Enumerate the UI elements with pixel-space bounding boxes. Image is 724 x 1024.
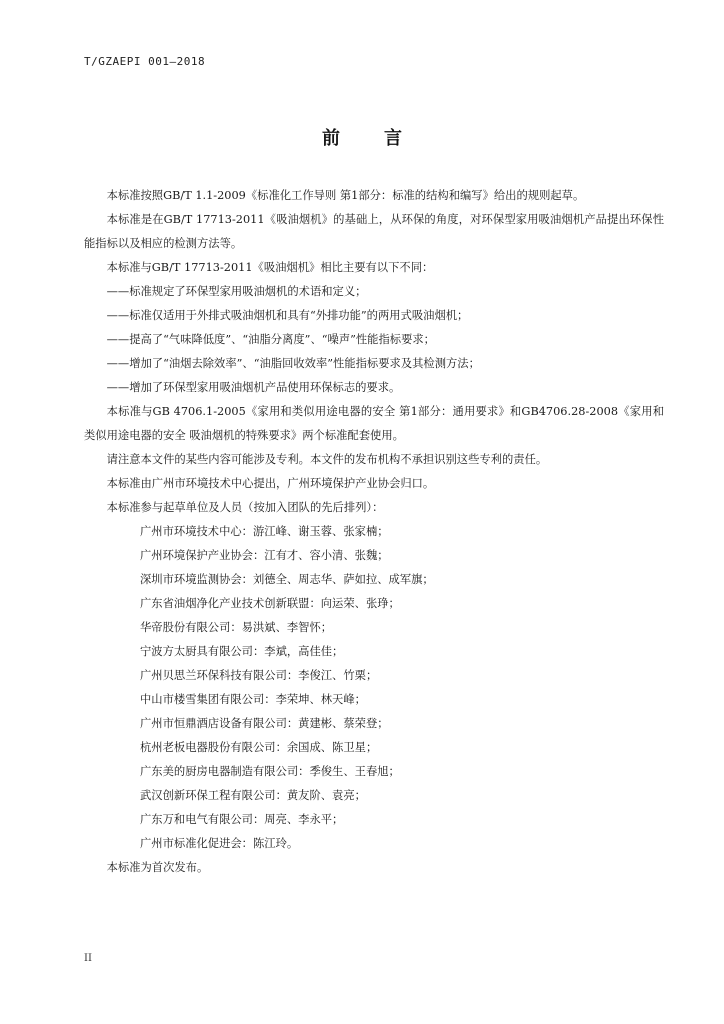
drafter-item: 武汉创新环保工程有限公司：黄友阶、袁亮；: [140, 789, 366, 802]
drafter-item: 宁波方太厨具有限公司：李斌，高佳佳；: [140, 645, 344, 658]
change-item: ——提高了“气味降低度”、“油脂分离度”、“噪声”性能指标要求；: [106, 333, 435, 346]
drafter-item: 广州贝思兰环保科技有限公司：李俊江、竹栗；: [140, 669, 378, 682]
drafter-item: 广州市环境技术中心：游江峰、谢玉蓉、张家楠；: [140, 525, 389, 538]
change-item: ——标准规定了环保型家用吸油烟机的术语和定义；: [106, 285, 367, 298]
page-number: II: [84, 953, 92, 964]
drafter-item: 杭州老板电器股份有限公司：余国成、陈卫星；: [140, 741, 378, 754]
drafter-item: 广东省油烟净化产业技术创新联盟：向运荣、张琤；: [140, 597, 400, 610]
drafter-item: 广州市恒鼎酒店设备有限公司：黄建彬、蔡荣登；: [140, 717, 389, 730]
page-title: 前言: [322, 128, 446, 149]
change-item: ——增加了“油烟去除效率”、“油脂回收效率”性能指标要求及其检测方法；: [106, 357, 480, 370]
paragraph-drafters-intro: 本标准参与起草单位及人员（按加入团队的先后排列）：: [106, 501, 384, 514]
standard-code: T/GZAEPI 001—2018: [84, 55, 206, 68]
paragraph-differences-intro: 本标准与GB/T 17713-2011《吸油烟机》相比主要有以下不同：: [106, 261, 434, 274]
change-item: ——增加了环保型家用吸油烟机产品使用环保标志的要求。: [106, 381, 401, 394]
drafter-item: 广州环境保护产业协会：江有才、容小清、张魏；: [140, 549, 389, 562]
paragraph-patent-notice: 请注意本文件的某些内容可能涉及专利。本文件的发布机构不承担识别这些专利的责任。: [106, 453, 548, 466]
drafter-item: 华帝股份有限公司：易洪斌、李智怀；: [140, 621, 333, 634]
paragraph-proposer: 本标准由广州市环境技术中心提出，广州环境保护产业协会归口。: [106, 477, 435, 490]
document-body: [84, 184, 664, 880]
change-item: ——标准仅适用于外排式吸油烟机和具有“外排功能”的两用式吸油烟机；: [106, 309, 469, 322]
drafter-item: 广东美的厨房电器制造有限公司：季俊生、王春旭；: [140, 765, 400, 778]
drafter-item: 中山市楼雪集团有限公司：李荣坤、林天峰；: [140, 693, 366, 706]
paragraph-first-release: 本标准为首次发布。: [106, 861, 209, 874]
paragraph-basis: 本标准是在GB/T 17713-2011《吸油烟机》的基础上，从环保的角度，对环保型家用吸油烟机产品提出环保性能指标以及相应的检测方法等。: [84, 213, 664, 250]
drafter-item: 广东万和电气有限公司：周亮、李永平；: [140, 813, 344, 826]
paragraph-related-standards: 本标准与GB 4706.1-2005《家用和类似用途电器的安全 第1部分：通用要求》和GB4706.28-2008《家用和类似用途电器的安全 吸油烟机的特殊要求》两个标准配套使用。: [84, 405, 664, 442]
drafter-item: 深圳市环境监测协会：刘德全、周志华、萨如拉、成军旗；: [140, 573, 434, 586]
drafter-item: 广州市标准化促进会：陈江玲。: [140, 837, 299, 850]
paragraph-drafting-rules: 本标准按照GB/T 1.1-2009《标准化工作导则 第1部分：标准的结构和编写》给出的规则起草。: [106, 189, 585, 202]
